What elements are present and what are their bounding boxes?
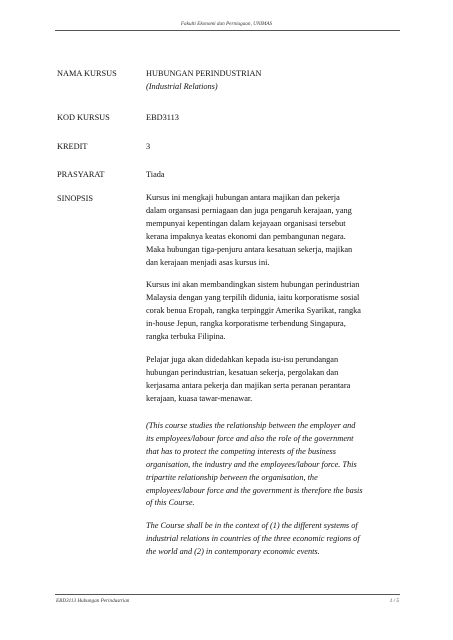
text-line: Kursus ini akan membandingkan sistem hubungan perindustrian xyxy=(146,280,360,289)
text-line: mempunyai kepentingan dalam kejayaan organisasi tersebut xyxy=(146,218,346,228)
text-line: dalam organsasi perniagaan dan juga pengaruh kerajaan, yang xyxy=(146,205,352,215)
synopsis-english-paragraph-1 xyxy=(146,420,400,510)
text-line: industrial relations in countries of the three economic regions of xyxy=(146,533,360,543)
text-line: tripartite relationship between the organisation, the xyxy=(146,472,318,482)
text-line: (This course studies the relationship between the employer and xyxy=(146,421,356,430)
kredit-label: KREDIT xyxy=(57,142,88,151)
kod-kursus-label: KOD KURSUS xyxy=(57,113,110,122)
text-line: Malaysia dengan yang terpilih didunia, iaitu korporatisme sosial xyxy=(146,292,360,302)
sinopsis-paragraph-3 xyxy=(146,354,400,406)
text-line: kerajaan, kuasa tawar-menawar. xyxy=(146,393,253,403)
sinopsis-paragraph-2 xyxy=(146,279,400,344)
text-line: kerana impaknya keatas ekonomi dan pembangunan negara. xyxy=(146,231,346,241)
text-line: Kursus ini mengkaji hubungan antara majikan dan pekerja xyxy=(146,193,340,202)
text-line: the world and (2) in contemporary economic events. xyxy=(146,546,320,556)
nama-kursus-english: (Industrial Relations) xyxy=(146,82,218,91)
text-line: rangka terbuka Filipina. xyxy=(146,331,226,341)
text-line: its employees/labour force and also the role of the government xyxy=(146,433,354,443)
text-line: Pelajar juga akan didedahkan kepada isu-isu perundangan xyxy=(146,355,339,364)
header-divider xyxy=(55,30,400,31)
footer-course-title: EBD3113 Hubungan Perindustrian xyxy=(56,598,130,604)
text-line: hubungan perindustrian, kesatuan sekerja, pergolakan dan xyxy=(146,367,339,377)
kredit-value: 3 xyxy=(146,142,151,151)
synopsis-english-paragraph-2 xyxy=(146,520,400,559)
nama-kursus-label: NAMA KURSUS xyxy=(57,69,117,78)
text-line: of this Course. xyxy=(146,498,195,508)
text-line: in-house Jepun, rangka korporatisme terbendung Singapura, xyxy=(146,318,346,328)
page-header: Fakulti Ekonomi dan Perniagaan, UNIMAS xyxy=(180,21,273,27)
footer-divider xyxy=(55,594,400,595)
text-line: The Course shall be in the context of (1) the different systems of xyxy=(146,521,358,530)
text-line: that has to protect the competing interests of the business xyxy=(146,446,336,456)
sinopsis-label: SINOPSIS xyxy=(57,194,93,203)
prasyarat-value: Tiada xyxy=(146,170,165,179)
kod-kursus-value: EBD3113 xyxy=(146,113,179,122)
text-line: employees/labour force and the government is therefore the basis xyxy=(146,485,363,495)
nama-kursus-value: HUBUNGAN PERINDUSTRIAN xyxy=(146,69,262,78)
prasyarat-label: PRASYARAT xyxy=(57,170,105,179)
page-number: 1 / 5 xyxy=(389,598,399,604)
sinopsis-paragraph-1 xyxy=(146,192,400,269)
text-line: dan kerajaan menjadi asas kursus ini. xyxy=(146,257,270,267)
text-line: organisation, the industry and the employees/labour force. This xyxy=(146,459,357,469)
text-line: corak benua Eropah, rangka terpinggir Amerika Syarikat, rangka xyxy=(146,305,361,315)
text-line: Maka hubungan tiga-penjuru antara kesatuan sekerja, majikan xyxy=(146,244,353,254)
text-line: kerjasama antara pekerja dan majikan serta peranan perantara xyxy=(146,380,351,390)
